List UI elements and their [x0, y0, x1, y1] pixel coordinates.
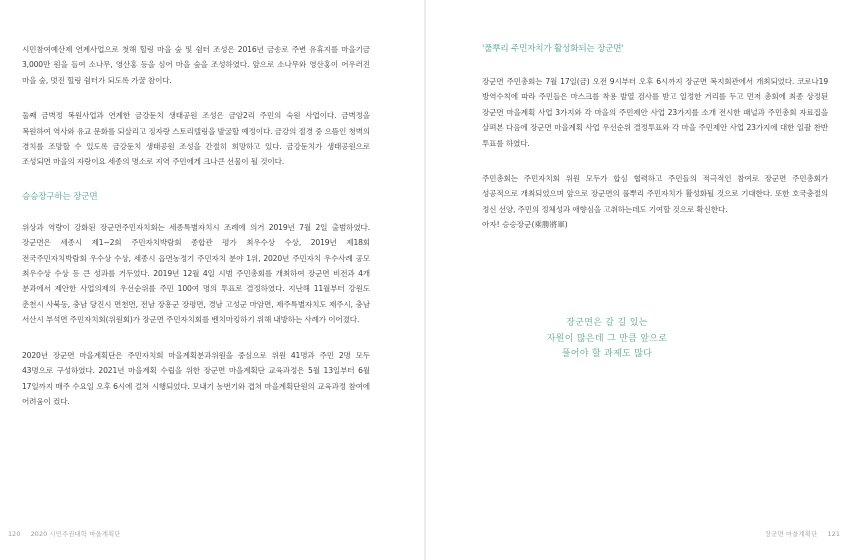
left-paragraph-3: 위상과 역량이 강화된 장군면주민자치회는 세종특별자치시 조례에 의거 2019년 7월 2일 출범하였다. 장군면은 세종시 제1~2회 주민자치박람회 종합관 평가 최우수상 수상, 2019년 제18회 전국주민자치박람회 우수상 수상, 세종시 읍면농정기 주민자치 분야 1위, 2020년 주민자치 우수사례 공모 최우수상 수상 등 큰 성과를 거두었다. 2019년 12월 4일 시범 주민총회를 개최하여 장군면 비전과 4개 분과에서 제안한 사업의제의 우선순위를 주민 100여 명의 투표로 결정하였다. 지난해 11월부터 강원도 춘천시 사북동, 충남 당진시 면천면, 전남 장흥군 장평면, 경남 고성군 마암면, 제주특별자치도 제주시, 충남 서산시 부석면 주민자치회(위원회)가 장군면 주민자치회를 벤치마킹하기 위해 내방하는 사례가 이어졌다. [22, 222, 370, 325]
right-closing-line: 아자! 승승장군(乘勝將軍) [482, 220, 568, 230]
pull-quote [482, 316, 732, 363]
right-page-number: 121 [827, 530, 840, 538]
right-page-column [482, 42, 828, 233]
right-section-heading: '풀뿌리 주민자치가 활성화되는 장군면' [482, 44, 624, 54]
right-paragraph-1: 장군면 주민총회는 7월 17일(금) 오전 9시부터 오후 6시까지 장군면 복지회관에서 개최되었다. 코로나19 방역수칙에 따라 주민들은 마스크를 착용 발열 검사를 받고 일정한 거리를 두고 먼저 총회에 최종 상정된 장군면 마을계획 사업 3가지와 각 마을의 주민제안 사업 23가지를 소개 전시한 패널과 주민총회 자료집을 살펴본 다음에 장군면 마을계획 사업 우선순위 결정투표와 각 마을 주민제안 사업 23가지에 대한 일괄 찬반 투표를 하였다. [482, 77, 828, 148]
right-running-title: 장군면 마을계획단 [765, 530, 818, 538]
left-page-footer [8, 529, 121, 538]
left-page-number: 120 [8, 530, 21, 538]
left-paragraph-4: 2020년 장군면 마을계획단은 주민자치회 마을계획분과위원을 중심으로 위원 41명과 주민 2명 모두 43명으로 구성하였다. 2021년 마을계획 수립을 위한 장군면 마을계획단 교육과정은 5월 13일부터 6월 17일까지 매주 수요일 오후 6시에 걸쳐 시행되었다. 모내기 농번기와 겹쳐 마을계획단원의 교육과정 참여에 어려움이 컸다. [22, 350, 370, 406]
left-page-column [22, 42, 370, 409]
left-paragraph-1: 시민참여예산제 연계사업으로 첫해 힐링 마을 숲 및 쉼터 조성은 2016년 금송로 주변 유휴지를 마을기금 3,000만 원을 들여 소나무, 영산홍 등을 심어 마을 숲을 조성하였다. 앞으로 소나무와 영산홍이 어우러진 마을 숲, 멋진 힐링 쉼터가 되도록 가꿀 참이다. [22, 45, 370, 85]
pull-quote-line-3: 풀어야 할 과제도 많다 [561, 349, 653, 359]
pull-quote-line-2: 자원이 많은데 그 만큼 앞으로 [546, 333, 668, 344]
left-running-title: 2020 시민주권대학 마을계획단 [30, 530, 121, 538]
left-paragraph-2: 둘째 금벽정 복원사업과 연계한 금강둔치 생태공원 조성은 금암2리 주민의 숙원 사업이다. 금벽정을 복원하여 역사와 유교 문화를 되살리고 징자랑 스토리텔링을 발굴할 예정이다. 금강의 절경 중 으뜸인 청벽의 경치를 조망할 수 있도록 금강둔치 생태공원 조성을 간절히 희망하고 있다. 금강둔치가 생태공원으로 조성되면 마을의 자랑이요 세종의 명소로 지역 주민에게 크나큰 선물이 될 것이다. [22, 111, 370, 167]
right-paragraph-2: 주민총회는 주민자치회 위원 모두가 합심 협력하고 주민들의 적극적인 참여로 장군면 주민총회가 성공적으로 개최되었으며 앞으로 장군면의 풀뿌리 주민자치가 활성화될 것으로 기대한다. 또한 호국충절의 정신 선양, 주민의 정체성과 애향심을 고취하는데도 기여할 것으로 확신한다. [482, 174, 828, 214]
left-section-heading: 승승장구하는 장군면 [22, 191, 98, 202]
page-gutter [424, 0, 426, 560]
pull-quote-line-1: 장군면은 갈 길 있는 [566, 318, 648, 328]
right-page-footer [765, 529, 840, 538]
